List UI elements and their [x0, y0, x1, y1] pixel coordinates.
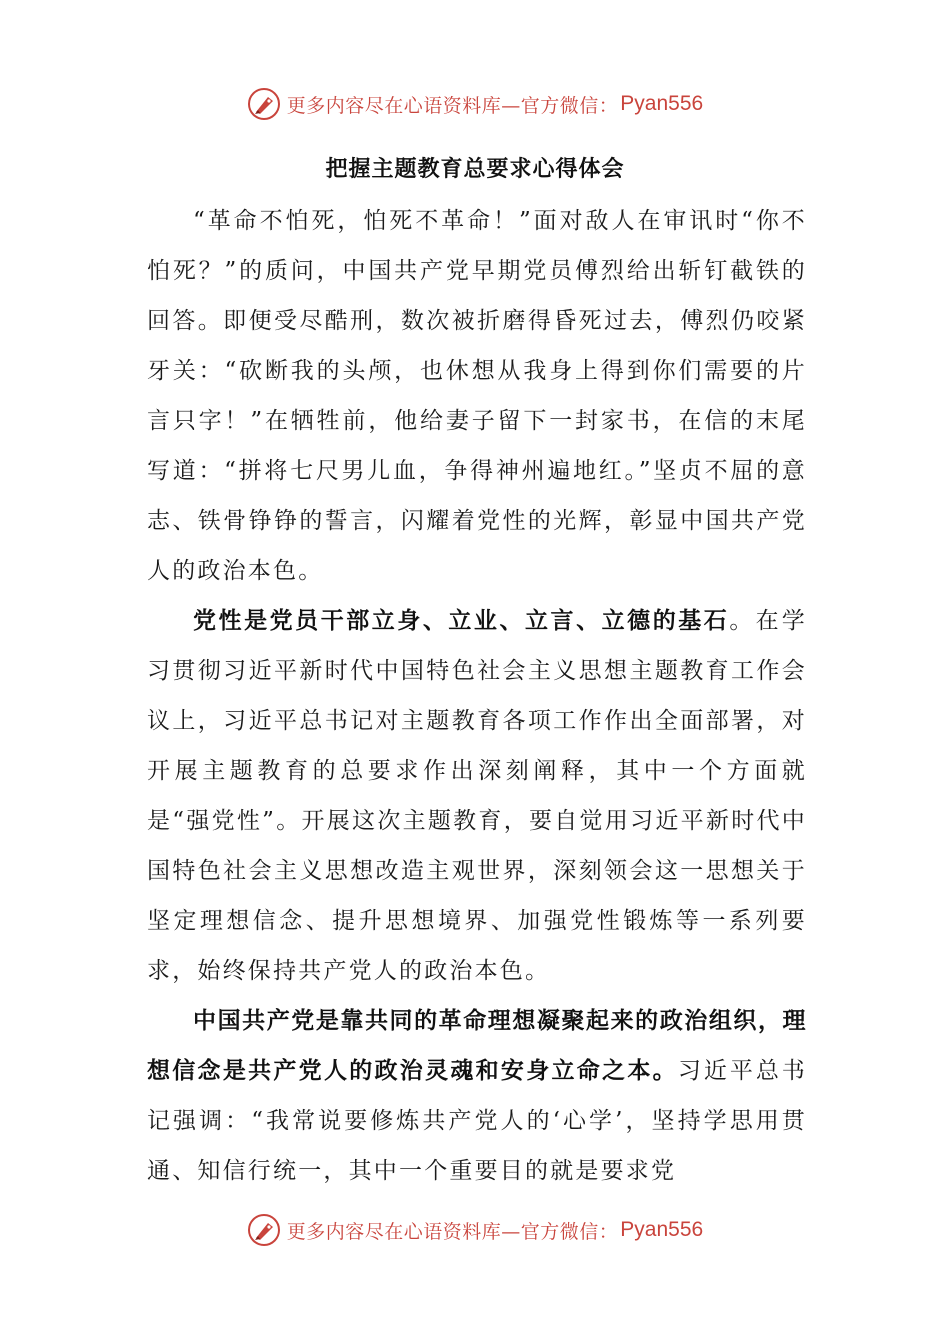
pen-nib-logo-icon [247, 87, 281, 121]
document-title: 把握主题教育总要求心得体会 [325, 157, 625, 182]
wechat-id: Pyan556 [620, 92, 704, 115]
paragraph-text: “革命不怕死，怕死不革命！”面对敌人在审讯时“你不怕死？”的质问，中国共产党早期党员傅烈给出斩钉截铁的回答。即便受尽酷刑，数次被折磨得昏死过去，傅烈仍咬紧牙关：“砍断我的头颅，也休想从我身上得到你们需要的片言只字！”在牺牲前，他给妻子留下一封家书，在信的末尾写道：“拼将七尺男儿血，争得神州遍地红。”坚贞不屈的意志、铁骨铮铮的誓言，闪耀着党性的光辉，彰显中国共产党人的政治本色。 [147, 208, 807, 584]
paragraph-lead: 党性是党员干部立身、立业、立言、立德的基石 [193, 608, 730, 634]
document-body [147, 196, 807, 1196]
pen-nib-logo-icon [247, 1213, 281, 1247]
footer-banner [0, 1208, 950, 1252]
paragraph-3 [147, 996, 807, 1196]
paragraph-lead: 中国共产党是靠共同的革命理想凝聚起来的政治组织，理想信念是共产党人的政治灵魂和安身立命之本。 [147, 1008, 807, 1084]
banner-text: 更多内容尽在心语资料库—官方微信： [286, 94, 619, 117]
header-banner [0, 82, 950, 126]
paragraph-2 [147, 596, 807, 996]
paragraph-1 [147, 196, 807, 596]
wechat-id: Pyan556 [620, 1218, 704, 1241]
banner-text: 更多内容尽在心语资料库—官方微信： [286, 1220, 619, 1243]
paragraph-text: 习近平总书记强调：“我常说要修炼共产党人的‘心学’，坚持学思用贯通、知信行统一，其中一个重要目的就是要求党 [147, 1058, 808, 1184]
paragraph-text: 。在学习贯彻习近平新时代中国特色社会主义思想主题教育工作会议上，习近平总书记对主题教育各项工作作出全面部署，对开展主题教育的总要求作出深刻阐释，其中一个方面就是“强党性”。开展这次主题教育，要自觉用习近平新时代中国特色社会主义思想改造主观世界，深刻领会这一思想关于坚定理想信念、提升思想境界、加强党性锻炼等一系列要求，始终保持共产党人的政治本色。 [147, 608, 808, 984]
